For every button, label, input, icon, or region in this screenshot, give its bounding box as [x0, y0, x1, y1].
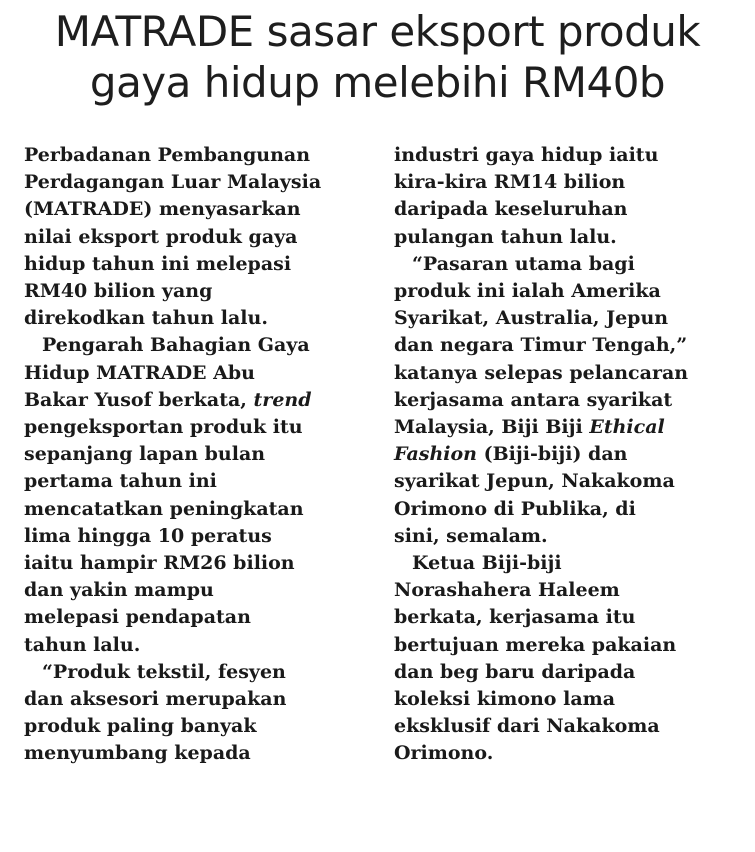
text-line: nilai eksport produk gaya	[24, 225, 298, 248]
text-line: daripada keseluruhan	[394, 198, 628, 221]
text-line: hidup tahun ini melepasi	[24, 252, 292, 275]
text-line: syarikat Jepun, Nakakoma	[394, 470, 675, 493]
text-line: Pengarah Bahagian Gaya	[42, 334, 310, 357]
paragraph-3-start	[24, 659, 369, 768]
text-line: “Pasaran utama bagi	[412, 252, 635, 275]
text-line: sini, semalam.	[394, 524, 548, 547]
text-line: Perdagangan Luar Malaysia	[24, 171, 322, 194]
text-line: Syarikat, Australia, Jepun	[394, 307, 669, 330]
text-fragment: Bakar Yusof berkata,	[24, 388, 254, 411]
text-line: lima hingga 10 peratus	[24, 524, 272, 547]
text-line: iaitu hampir RM26 bilion	[24, 552, 295, 575]
text-line: kira-kira RM14 bilion	[394, 171, 626, 194]
paragraph-5	[394, 550, 739, 768]
text-line: menyumbang kepada	[24, 742, 251, 765]
text-line: kerjasama antara syarikat	[394, 388, 673, 411]
headline	[0, 6, 755, 108]
text-line: sepanjang lapan bulan	[24, 443, 266, 466]
text-line: pertama tahun ini	[24, 470, 217, 493]
text-line: dan yakin mampu	[24, 579, 214, 602]
paragraph-1	[24, 142, 369, 332]
text-line: tahun lalu.	[24, 633, 141, 656]
text-line	[394, 414, 739, 441]
text-line: mencatatkan peningkatan	[24, 497, 304, 520]
text-line: dan negara Timur Tengah,”	[394, 334, 688, 357]
headline-line-1: MATRADE sasar eksport produk	[54, 7, 701, 56]
text-line: dan beg baru daripada	[394, 660, 636, 683]
text-line: Hidup MATRADE Abu	[24, 361, 255, 384]
text-line: industri gaya hidup iaitu	[394, 144, 659, 166]
article-column-left	[24, 142, 369, 768]
text-line: produk ini ialah Amerika	[394, 280, 661, 303]
italic-text: Ethical	[589, 416, 665, 439]
text-line: katanya selepas pelancaran	[394, 361, 689, 384]
italic-text: trend	[253, 388, 312, 411]
text-line: Ketua Biji-biji	[412, 552, 562, 575]
text-line: melepasi pendapatan	[24, 606, 251, 629]
article-column-right	[394, 142, 739, 768]
text-line: bertujuan mereka pakaian	[394, 633, 677, 656]
italic-text: Fashion	[394, 443, 477, 466]
text-line: direkodkan tahun lalu.	[24, 307, 268, 330]
text-line: koleksi kimono lama	[394, 688, 616, 711]
text-line: “Produk tekstil, fesyen	[42, 660, 286, 683]
paragraph-3-continued	[394, 142, 739, 251]
text-line: RM40 bilion yang	[24, 280, 213, 303]
text-line: (MATRADE) menyasarkan	[24, 198, 301, 221]
text-line: berkata, kerjasama itu	[394, 606, 636, 629]
text-fragment: Malaysia, Biji Biji	[394, 416, 590, 439]
text-line: Orimono di Publika, di	[394, 497, 636, 520]
paragraph-4	[394, 251, 739, 550]
headline-line-2: gaya hidup melebihi RM40b	[89, 58, 666, 107]
text-line: dan aksesori merupakan	[24, 688, 287, 711]
text-line	[24, 387, 369, 414]
text-fragment: (Biji-biji) dan	[476, 443, 628, 466]
text-line	[394, 441, 739, 468]
text-line: Orimono.	[394, 742, 494, 765]
text-line: pulangan tahun lalu.	[394, 225, 617, 248]
paragraph-2	[24, 332, 369, 658]
text-line: produk paling banyak	[24, 715, 257, 738]
text-line: Norashahera Haleem	[394, 579, 620, 602]
text-line: Perbadanan Pembangunan	[24, 144, 311, 166]
text-line: pengeksportan produk itu	[24, 416, 303, 439]
text-line: eksklusif dari Nakakoma	[394, 715, 660, 738]
article-body	[24, 142, 739, 768]
